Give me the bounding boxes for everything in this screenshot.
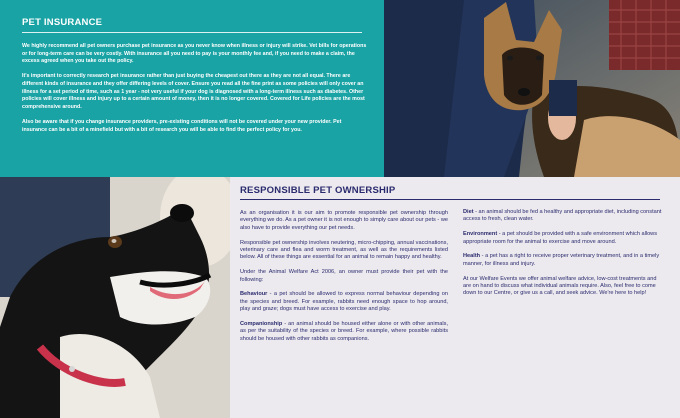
behaviour-paragraph <box>240 291 448 313</box>
health-term: Health <box>463 253 481 260</box>
closing-paragraph: At our Welfare Events we offer animal welfare advice, low-cost treatments and are on hand to discuss what individual animals require. Also, feel free to come down to our Centre, or give us a call, and seek advice. We're here to help! <box>463 275 657 297</box>
responsible-left-column <box>240 210 448 351</box>
environment-paragraph <box>463 231 663 246</box>
health-paragraph <box>463 253 663 268</box>
shepherd-photo-image <box>384 0 680 177</box>
companionship-paragraph <box>240 321 448 343</box>
insurance-paragraph-1: We highly recommend all pet owners purchase pet insurance as you never know when illness or injury will strike. Vet bills for operations or for long-term care can be very costly. With insurance all you need to pay is your monthly fee and, if you need to make a claim, the excess agreed when you take out the policy. <box>22 43 367 65</box>
insurance-divider <box>22 32 362 33</box>
collie-photo-image <box>0 177 230 418</box>
responsible-paragraph-3: Under the Animal Welfare Act 2006, an owner must provide their pet with the following: <box>240 269 448 283</box>
health-text: - a pet has a right to receive proper veterinary treatment, and in a timely manner, for illness and injury. <box>463 253 660 267</box>
collie-photo <box>0 177 230 418</box>
companionship-term: Companionship <box>240 321 283 328</box>
responsible-ownership-title: RESPONSIBLE PET OWNERSHIP <box>240 185 396 196</box>
insurance-paragraph-2: It's important to correctly research pet insurance rather than just buying the cheapest out there as they are not all equal. There are different kinds of insurance and they offer differing levels of cover. Ensure you read all the fine print as some policies will only cover an illness for a set period of time, such as 1 year - not very useful if your dog is diagnosed with a long-term illness such as diabetes. Other policies will cover illness and injury up to a certain amount of money, then it is no longer covered. Covered for Life policies are the most comprehensive around. <box>22 73 365 110</box>
diet-text: - an animal should be fed a healthy and appropriate diet, including constant access to fresh, clean water. <box>463 209 662 223</box>
insurance-paragraph-3: Also be aware that if you change insurance providers, pre-existing conditions will not be covered under your new provider. Pet insurance can be a bit of a minefield but with a bit of research you will be able to find the perfect policy for you. <box>22 118 342 133</box>
insurance-text <box>22 43 367 142</box>
shepherd-photo <box>384 0 680 177</box>
pet-insurance-title: PET INSURANCE <box>22 17 103 28</box>
behaviour-term: Behaviour <box>240 291 268 298</box>
responsible-right-column <box>463 209 663 305</box>
diet-term: Diet <box>463 209 474 215</box>
behaviour-text: - a pet should be allowed to express normal behaviour depending on the species and breed. For example, rabbits need enough space to hop around, play and graze; dogs must have access to exercise and play. <box>240 291 448 313</box>
responsible-divider <box>240 199 660 200</box>
responsible-paragraph-2: Responsible pet ownership involves neutering, micro-chipping, annual vaccinations, veterinary care and flea and worm treatment, as well as the requirements listed below. All of these things are essential for an animal to remain happy and healthy. <box>240 239 448 261</box>
companionship-text: - an animal should be housed either alone or with other animals, as per the suitability of the species or breed. For example, where possible rabbits should be housed with other rabbits as companions. <box>240 321 448 342</box>
responsible-paragraph-1: As an organisation it is our aim to promote responsible pet ownership through everything we do. As a pet owner it is not enough to simply care about our pets - we also have to provide everything our pet needs. <box>240 210 448 231</box>
environment-text: - a pet should be provided with a safe environment which allows appropriate room for the animal to exercise and move around. <box>463 231 658 245</box>
environment-term: Environment <box>463 231 498 238</box>
diet-paragraph <box>463 209 663 224</box>
